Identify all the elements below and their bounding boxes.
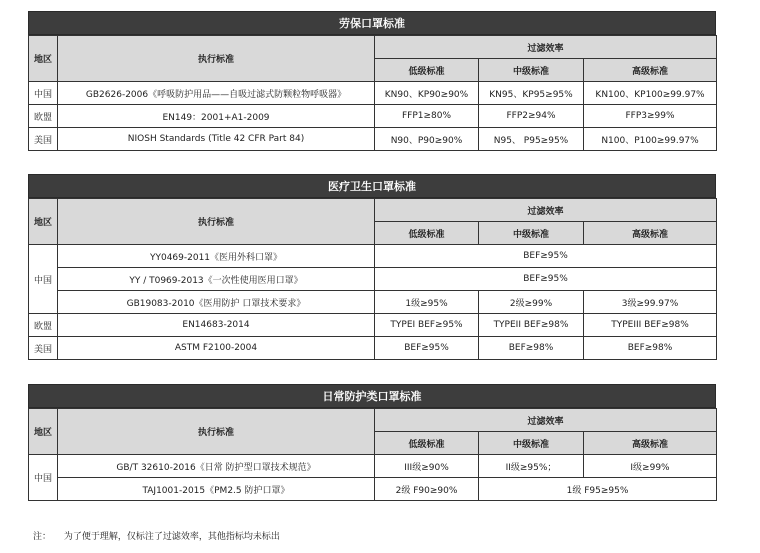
- table-row: [29, 291, 717, 314]
- table-row: [29, 337, 717, 360]
- table-row: [29, 455, 717, 478]
- low-cell: FFP1≥80%: [375, 105, 479, 128]
- medical-mask-section: [28, 174, 716, 360]
- standard-header: 执行标准: [58, 199, 375, 245]
- daily-mask-table: [28, 408, 717, 501]
- table-row: [29, 268, 717, 291]
- table-row: [29, 105, 717, 128]
- footnote-text: 为了便于理解，仅标注了过滤效率，其他指标均未标出: [63, 532, 280, 542]
- low-level-header: 低级标准: [375, 432, 479, 455]
- standard-header: 执行标准: [58, 36, 375, 82]
- efficiency-header: 过滤效率: [375, 409, 717, 432]
- medical-mask-table: [28, 198, 717, 360]
- table-row: [29, 245, 717, 268]
- region-cell: 美国: [29, 128, 58, 151]
- region-cell: 美国: [29, 337, 58, 360]
- high-cell: FFP3≥99%: [584, 105, 717, 128]
- low-cell: TYPEI BEF≥95%: [375, 314, 479, 337]
- table-row: [29, 478, 717, 501]
- low-cell: BEF≥95%: [375, 337, 479, 360]
- labor-mask-section: [28, 11, 716, 151]
- region-cell: 中国: [29, 82, 58, 105]
- mid-cell: II级≥95%；: [479, 455, 584, 478]
- standard-cell: GB19083-2010《医用防护 口罩技术要求》: [58, 291, 375, 314]
- region-cell: 欧盟: [29, 314, 58, 337]
- standard-cell: EN149：2001+A1-2009: [58, 105, 375, 128]
- standard-cell: YY / T0969-2013《一次性使用医用口罩》: [58, 268, 375, 291]
- mid-cell: FFP2≥94%: [479, 105, 584, 128]
- labor-mask-title: 劳保口罩标准: [28, 11, 716, 35]
- high-cell: N100、P100≥99.97%: [584, 128, 717, 151]
- standard-header: 执行标准: [58, 409, 375, 455]
- region-cell: 中国: [29, 245, 58, 314]
- standard-cell: EN14683-2014: [58, 314, 375, 337]
- efficiency-header: 过滤效率: [375, 36, 717, 59]
- high-level-header: 高级标准: [584, 432, 717, 455]
- medical-mask-title: 医疗卫生口罩标准: [28, 174, 716, 198]
- mid-cell: BEF≥98%: [479, 337, 584, 360]
- standard-cell: NIOSH Standards (Title 42 CFR Part 84): [58, 128, 375, 151]
- low-cell: N90、P90≥90%: [375, 128, 479, 151]
- region-header: 地区: [29, 409, 58, 455]
- standard-cell: GB/T 32610-2016《日常 防护型口罩技术规范》: [58, 455, 375, 478]
- merged-efficiency-cell: BEF≥95%: [375, 268, 717, 291]
- standard-cell: ASTM F2100-2004: [58, 337, 375, 360]
- mid-cell: TYPEII BEF≥98%: [479, 314, 584, 337]
- low-cell: III级≥90%: [375, 455, 479, 478]
- region-header: 地区: [29, 199, 58, 245]
- table-row: [29, 314, 717, 337]
- mid-cell: KN95、KP95≥95%: [479, 82, 584, 105]
- high-level-header: 高级标准: [584, 222, 717, 245]
- low-cell: KN90、KP90≥90%: [375, 82, 479, 105]
- low-level-header: 低级标准: [375, 59, 479, 82]
- table-row: [29, 128, 717, 151]
- footnote-label: 注：: [33, 532, 52, 542]
- region-cell: 欧盟: [29, 105, 58, 128]
- daily-mask-section: [28, 384, 716, 501]
- standard-cell: YY0469-2011《医用外科口罩》: [58, 245, 375, 268]
- region-header: 地区: [29, 36, 58, 82]
- high-cell: I级≥99%: [584, 455, 717, 478]
- high-cell: BEF≥98%: [584, 337, 717, 360]
- high-cell: TYPEIII BEF≥98%: [584, 314, 717, 337]
- high-cell: 3级≥99.97%: [584, 291, 717, 314]
- region-cell: 中国: [29, 455, 58, 501]
- efficiency-header: 过滤效率: [375, 199, 717, 222]
- low-cell: 2级 F90≥90%: [375, 478, 479, 501]
- mid-level-header: 中级标准: [479, 59, 584, 82]
- mid-cell: N95、 P95≥95%: [479, 128, 584, 151]
- high-level-header: 高级标准: [584, 59, 717, 82]
- mid-level-header: 中级标准: [479, 432, 584, 455]
- merged-efficiency-cell: BEF≥95%: [375, 245, 717, 268]
- merged-efficiency-cell: 1级 F95≥95%: [479, 478, 717, 501]
- footnote: [33, 529, 280, 542]
- mid-level-header: 中级标准: [479, 222, 584, 245]
- mid-cell: 2级≥99%: [479, 291, 584, 314]
- low-cell: 1级≥95%: [375, 291, 479, 314]
- daily-mask-title: 日常防护类口罩标准: [28, 384, 716, 408]
- standard-cell: TAJ1001-2015《PM2.5 防护口罩》: [58, 478, 375, 501]
- table-row: [29, 82, 717, 105]
- standard-cell: GB2626-2006《呼吸防护用品——自吸过滤式防颗粒物呼吸器》: [58, 82, 375, 105]
- labor-mask-table: [28, 35, 717, 151]
- high-cell: KN100、KP100≥99.97%: [584, 82, 717, 105]
- low-level-header: 低级标准: [375, 222, 479, 245]
